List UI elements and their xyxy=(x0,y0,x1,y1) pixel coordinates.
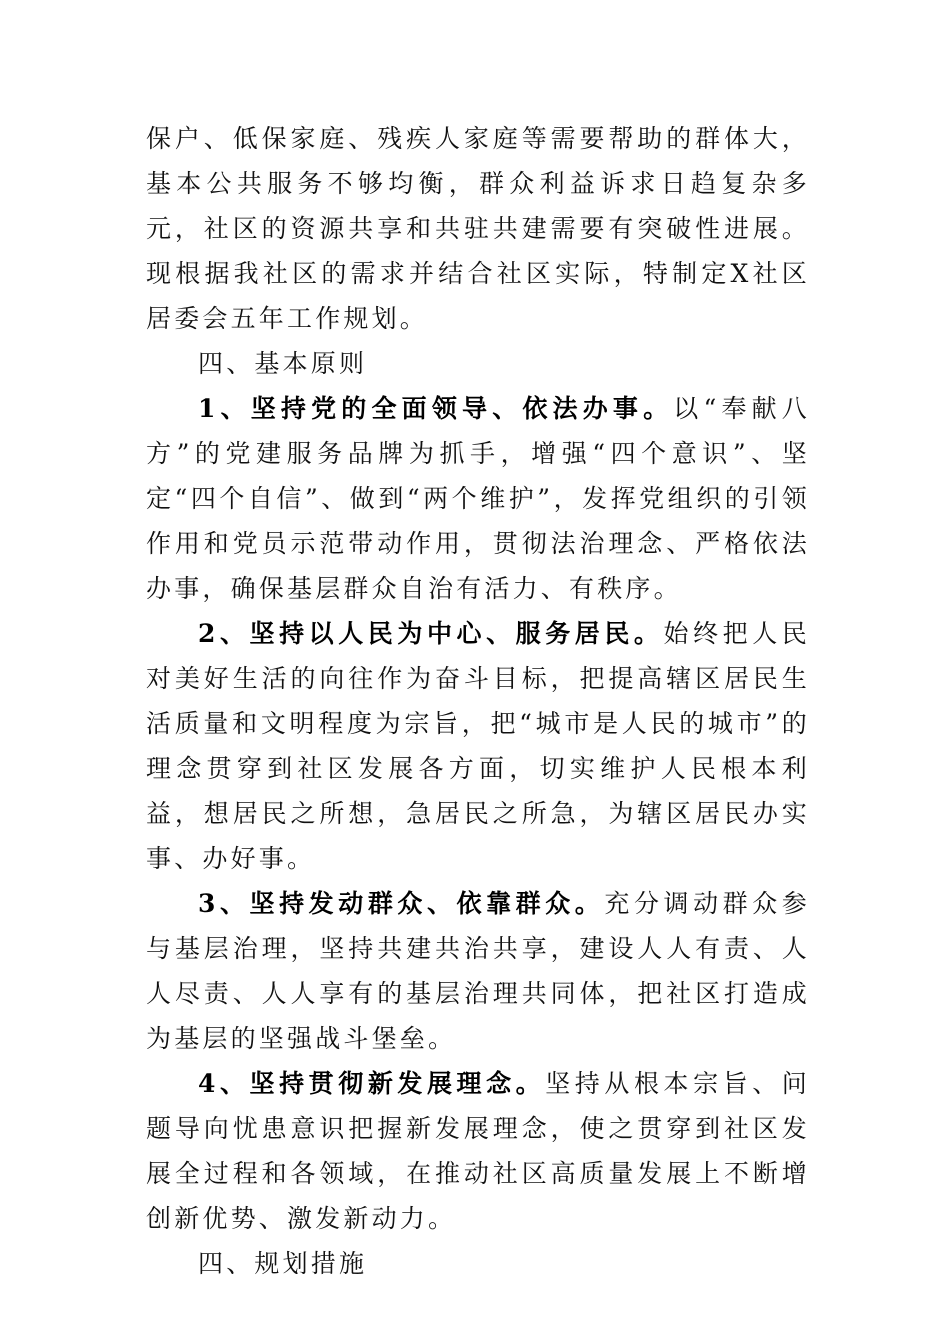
principle-item-2 xyxy=(146,611,810,881)
principle-item-lead: 2、坚持以人民为中心、服务居民。 xyxy=(198,619,664,648)
section-heading-basic-principles: 四、基本原则 xyxy=(198,349,368,378)
principle-item-body: 充分调动群众参与基层治理，坚持共建共治共享，建设人人有责、人人尽责、人人享有的基层治理共同体，把社区打造成为基层的坚强战斗堡垒。 xyxy=(146,889,810,1053)
document-body xyxy=(146,116,810,1286)
section-heading-planning-measures: 四、规划措施 xyxy=(198,1249,368,1278)
principle-item-body: 以“奉献八方”的党建服务品牌为抓手，增强“四个意识”、坚定“四个自信”、做到“两个维护”，发挥党组织的引领作用和党员示范带动作用，贯彻法治理念、严格依法办事，确保基层群众自治有活力、有秩序。 xyxy=(146,394,810,603)
intro-paragraph: 保户、低保家庭、残疾人家庭等需要帮助的群体大，基本公共服务不够均衡，群众利益诉求日趋复杂多元，社区的资源共享和共驻共建需要有突破性进展。现根据我社区的需求并结合社区实际，特制定X社区居委会五年工作规划。 xyxy=(146,124,810,333)
principle-item-lead: 3、坚持发动群众、依靠群众。 xyxy=(198,889,605,918)
principle-item-lead: 4、坚持贯彻新发展理念。 xyxy=(198,1069,546,1098)
principle-item-body: 坚持从根本宗旨、问题导向忧患意识把握新发展理念，使之贯穿到社区发展全过程和各领域，在推动社区高质量发展上不断增创新优势、激发新动力。 xyxy=(146,1069,810,1233)
principle-item-1 xyxy=(146,386,810,611)
principle-item-lead: 1、坚持党的全面领导、依法办事。 xyxy=(198,394,674,423)
principle-item-3 xyxy=(146,881,810,1061)
principle-item-body: 始终把人民对美好生活的向往作为奋斗目标，把提高辖区居民生活质量和文明程度为宗旨，把“城市是人民的城市”的理念贯穿到社区发展各方面，切实维护人民根本利益，想居民之所想，急居民之所急，为辖区居民办实事、办好事。 xyxy=(146,619,810,873)
principle-item-4 xyxy=(146,1061,810,1241)
